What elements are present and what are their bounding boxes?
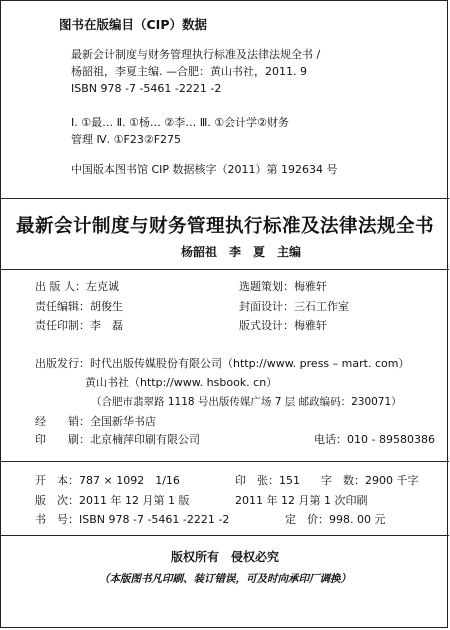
word-count: 字 数：2900 千字 bbox=[321, 474, 419, 488]
spec-row bbox=[35, 511, 445, 531]
cip-author-line: 杨韶祖，李夏主编. —合肥：黄山书社，2011. 9 bbox=[71, 64, 307, 78]
publisher-line-2: 黄山书社（http://www. hsbook. cn） bbox=[85, 376, 278, 389]
publisher-line-1: 出版发行：时代出版传媒股份有限公司（http://www. press – mart. com） bbox=[35, 357, 410, 370]
cip-classification bbox=[71, 116, 429, 148]
printing: 2011 年 12 月第 1 次印刷 bbox=[235, 493, 368, 507]
cip-isbn-line: ISBN 978 -7 -5461 -2221 -2 bbox=[71, 81, 222, 95]
price: 定 价：998. 00 元 bbox=[285, 513, 386, 527]
publisher-person: 出 版 人：左克诚 bbox=[35, 280, 119, 294]
edition: 版 次：2011 年 12 月第 1 版 bbox=[35, 493, 190, 507]
cip-block bbox=[59, 17, 429, 178]
staff-row bbox=[35, 317, 403, 337]
cover-designer: 封面设计：三石工作室 bbox=[239, 299, 349, 313]
format-size: 开 本：787 × 1092 1/16 bbox=[35, 474, 180, 488]
book-number: 书 号：ISBN 978 -7 -5461 -2221 -2 bbox=[35, 513, 230, 527]
cip-title-line: 最新会计制度与财务管理执行标准及法律法规全书 / bbox=[71, 47, 321, 61]
printed-sheets: 印 张：151 bbox=[235, 474, 300, 488]
cip-heading: 图书在版编目（CIP）数据 bbox=[59, 17, 207, 32]
divider-lower bbox=[1, 461, 449, 462]
topic-planner: 选题策划：梅雅轩 bbox=[239, 280, 327, 294]
cip-verification: 中国版本图书馆 CIP 数据核字（2011）第 192634 号 bbox=[71, 163, 338, 177]
rights-statement: 版权所有 侵权必究 bbox=[170, 550, 279, 564]
distributor: 经 销：全国新华书店 bbox=[35, 415, 156, 428]
book-title: 最新会计制度与财务管理执行标准及法律法规全书 bbox=[15, 216, 434, 237]
publisher-address: （合肥市翡翠路 1118 号出版传媒广场 7 层 邮政编码：230071） bbox=[91, 396, 402, 408]
print-supervisor: 责任印制：李 磊 bbox=[35, 319, 123, 333]
divider-middle bbox=[1, 269, 449, 270]
spec-table bbox=[35, 472, 445, 531]
printer-phone: 电话：010 - 89580386 bbox=[314, 433, 435, 446]
publisher-block bbox=[35, 357, 409, 414]
staff-row bbox=[35, 298, 403, 318]
book-authors: 杨韶祖 李 夏 主编 bbox=[181, 245, 302, 259]
divider-bottom bbox=[1, 535, 449, 536]
cip-classification-cont: 管理 Ⅳ. ①F23②F275 bbox=[71, 133, 182, 147]
divider-top bbox=[1, 198, 449, 199]
print-error-notice: （本版图书凡印刷、装订错误，可及时向承印厂调换） bbox=[99, 573, 351, 585]
printer: 印 刷：北京楠萍印刷有限公司 bbox=[35, 433, 200, 446]
responsible-editor: 责任编辑：胡俊生 bbox=[35, 299, 123, 313]
spec-row bbox=[35, 492, 445, 512]
cip-classification-line: Ⅰ. ①最… Ⅱ. ①杨… ②李… Ⅲ. ①会计学②财务 bbox=[71, 116, 290, 130]
spec-row bbox=[35, 472, 445, 492]
staff-row bbox=[35, 278, 403, 298]
staff-credits bbox=[35, 278, 403, 337]
layout-designer: 版式设计：梅雅轩 bbox=[239, 319, 327, 333]
